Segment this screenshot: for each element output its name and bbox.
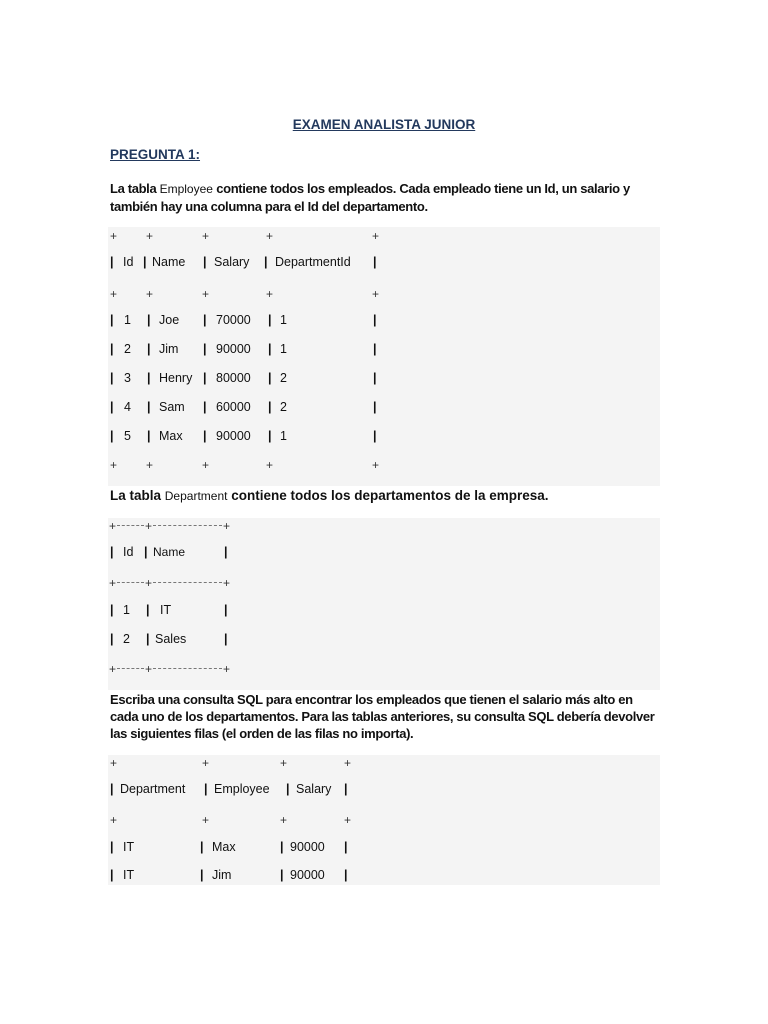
department-table-name: Department	[164, 489, 228, 503]
plus-mark: +	[344, 813, 352, 827]
plus-mark: +	[109, 519, 117, 533]
column-divider: |	[203, 429, 207, 443]
department-table-header-row	[108, 545, 660, 565]
column-divider: |	[373, 400, 377, 414]
cell-name: Jim	[159, 342, 179, 356]
plus-mark: +	[145, 576, 153, 590]
column-divider: |	[147, 429, 151, 443]
cell-id: 1	[124, 313, 131, 327]
column-divider: |	[110, 255, 114, 269]
department-intro-pre: La tabla	[110, 488, 165, 503]
employee-table-name: Employee	[159, 182, 213, 196]
table-row	[108, 313, 660, 333]
cell-salary: 90000	[290, 868, 325, 882]
employee-table-border-top	[108, 229, 660, 249]
instructions-text: Escriba una consulta SQL para encontrar los empleados que tienen el salario más alto en cada uno de los departamentos. Para las tablas anteriores, su consulta SQL debería devolver las siguientes filas (el orden de las filas no importa).	[110, 692, 655, 741]
column-divider: |	[143, 255, 147, 269]
plus-mark: +	[146, 458, 154, 472]
plus-mark: +	[202, 229, 210, 243]
cell-id: 2	[123, 632, 130, 646]
column-divider: |	[200, 868, 204, 882]
plus-mark: +	[223, 576, 231, 590]
column-divider: |	[147, 400, 151, 414]
column-divider: |	[280, 840, 284, 854]
department-table-border-top	[108, 519, 660, 539]
employee-intro-post: contiene todos los empleados. Cada empleado tiene un Id, un salario y también hay una columna para el Id del departamento.	[110, 181, 630, 214]
column-divider: |	[224, 632, 228, 646]
dashed-border	[153, 525, 222, 526]
plus-mark: +	[280, 756, 288, 770]
cell-salary: 70000	[216, 313, 251, 327]
cell-departmentid: 2	[280, 400, 287, 414]
plus-mark: +	[280, 813, 288, 827]
column-divider: |	[264, 255, 268, 269]
column-divider: |	[110, 371, 114, 385]
header-id: Id	[123, 255, 134, 269]
plus-mark: +	[372, 287, 380, 301]
column-divider: |	[203, 342, 207, 356]
column-divider: |	[280, 868, 284, 882]
header-departmentid: DepartmentId	[275, 255, 351, 269]
plus-mark: +	[202, 458, 210, 472]
column-divider: |	[373, 313, 377, 327]
department-intro-post: contiene todos los departamentos de la empresa.	[227, 488, 549, 503]
employee-table-border-mid	[108, 287, 660, 307]
cell-name: IT	[160, 603, 172, 617]
department-intro	[110, 487, 660, 505]
table-row	[108, 342, 660, 362]
table-row	[108, 603, 660, 623]
column-divider: |	[147, 371, 151, 385]
column-divider: |	[268, 342, 272, 356]
plus-mark: +	[266, 287, 274, 301]
plus-mark: +	[344, 756, 352, 770]
column-divider: |	[286, 782, 290, 796]
plus-mark: +	[146, 229, 154, 243]
dashed-border	[153, 668, 222, 669]
column-divider: |	[147, 342, 151, 356]
question-heading: PREGUNTA 1:	[110, 147, 201, 162]
department-table	[108, 518, 660, 690]
header-salary: Salary	[214, 255, 250, 269]
dashed-border	[117, 525, 144, 526]
cell-salary: 90000	[216, 342, 251, 356]
cell-id: 4	[124, 400, 131, 414]
column-divider: |	[147, 313, 151, 327]
plus-mark: +	[372, 229, 380, 243]
column-divider: |	[110, 868, 114, 882]
column-divider: |	[200, 840, 204, 854]
employee-table	[108, 227, 660, 486]
column-divider: |	[110, 545, 114, 559]
cell-name: Max	[159, 429, 183, 443]
plus-mark: +	[266, 229, 274, 243]
department-table-border-mid	[108, 576, 660, 596]
column-divider: |	[110, 603, 114, 617]
table-row	[108, 632, 660, 652]
plus-mark: +	[145, 519, 153, 533]
result-table-border-mid	[108, 813, 660, 833]
result-table-header-row	[108, 782, 660, 802]
plus-mark: +	[202, 287, 210, 301]
cell-department: IT	[123, 868, 135, 882]
column-divider: |	[204, 782, 208, 796]
cell-department: IT	[123, 840, 135, 854]
result-table-border-top	[108, 756, 660, 776]
cell-name: Henry	[159, 371, 193, 385]
cell-id: 5	[124, 429, 131, 443]
plus-mark: +	[223, 519, 231, 533]
cell-departmentid: 1	[280, 429, 287, 443]
department-table-border-bottom	[108, 662, 660, 682]
column-divider: |	[203, 255, 207, 269]
plus-mark: +	[110, 813, 118, 827]
column-divider: |	[144, 545, 148, 559]
cell-employee: Max	[212, 840, 236, 854]
column-divider: |	[268, 313, 272, 327]
plus-mark: +	[110, 229, 118, 243]
dashed-border	[117, 582, 144, 583]
cell-departmentid: 1	[280, 342, 287, 356]
column-divider: |	[224, 603, 228, 617]
table-row	[108, 400, 660, 420]
column-divider: |	[203, 313, 207, 327]
employee-intro-pre: La tabla	[110, 181, 160, 196]
result-table	[108, 755, 660, 885]
header-name: Name	[153, 545, 186, 559]
column-divider: |	[110, 632, 114, 646]
header-id: Id	[123, 545, 134, 559]
employee-table-border-bottom	[108, 458, 660, 478]
plus-mark: +	[202, 756, 210, 770]
document-title: EXAMEN ANALISTA JUNIOR	[292, 117, 476, 132]
column-divider: |	[110, 429, 114, 443]
cell-name: Sales	[155, 632, 187, 646]
column-divider: |	[110, 782, 114, 796]
cell-id: 3	[124, 371, 131, 385]
column-divider: |	[344, 782, 348, 796]
plus-mark: +	[202, 813, 210, 827]
column-divider: |	[268, 371, 272, 385]
column-divider: |	[373, 342, 377, 356]
plus-mark: +	[146, 287, 154, 301]
column-divider: |	[110, 313, 114, 327]
column-divider: |	[110, 400, 114, 414]
column-divider: |	[110, 342, 114, 356]
header-salary: Salary	[296, 782, 332, 796]
column-divider: |	[268, 400, 272, 414]
dashed-border	[153, 582, 222, 583]
cell-id: 1	[123, 603, 130, 617]
header-name: Name	[152, 255, 186, 269]
cell-salary: 80000	[216, 371, 251, 385]
header-department: Department	[120, 782, 186, 796]
column-divider: |	[224, 545, 228, 559]
plus-mark: +	[110, 458, 118, 472]
plus-mark: +	[145, 662, 153, 676]
table-row	[108, 840, 660, 860]
column-divider: |	[373, 371, 377, 385]
plus-mark: +	[110, 287, 118, 301]
cell-name: Joe	[159, 313, 180, 327]
column-divider: |	[146, 603, 150, 617]
dashed-border	[117, 668, 144, 669]
column-divider: |	[203, 371, 207, 385]
cell-departmentid: 1	[280, 313, 287, 327]
plus-mark: +	[223, 662, 231, 676]
column-divider: |	[146, 632, 150, 646]
header-employee: Employee	[214, 782, 270, 796]
cell-employee: Jim	[212, 868, 232, 882]
column-divider: |	[344, 868, 348, 882]
table-row	[108, 371, 660, 391]
plus-mark: +	[109, 662, 117, 676]
cell-salary: 90000	[216, 429, 251, 443]
employee-intro	[110, 180, 660, 215]
table-row	[108, 429, 660, 449]
plus-mark: +	[109, 576, 117, 590]
plus-mark: +	[372, 458, 380, 472]
cell-name: Sam	[159, 400, 185, 414]
column-divider: |	[373, 429, 377, 443]
column-divider: |	[203, 400, 207, 414]
column-divider: |	[373, 255, 377, 269]
plus-mark: +	[110, 756, 118, 770]
cell-salary: 60000	[216, 400, 251, 414]
column-divider: |	[110, 840, 114, 854]
cell-salary: 90000	[290, 840, 325, 854]
column-divider: |	[268, 429, 272, 443]
cell-id: 2	[124, 342, 131, 356]
employee-table-header-row	[108, 255, 660, 275]
table-row	[108, 868, 660, 888]
column-divider: |	[344, 840, 348, 854]
plus-mark: +	[266, 458, 274, 472]
cell-departmentid: 2	[280, 371, 287, 385]
